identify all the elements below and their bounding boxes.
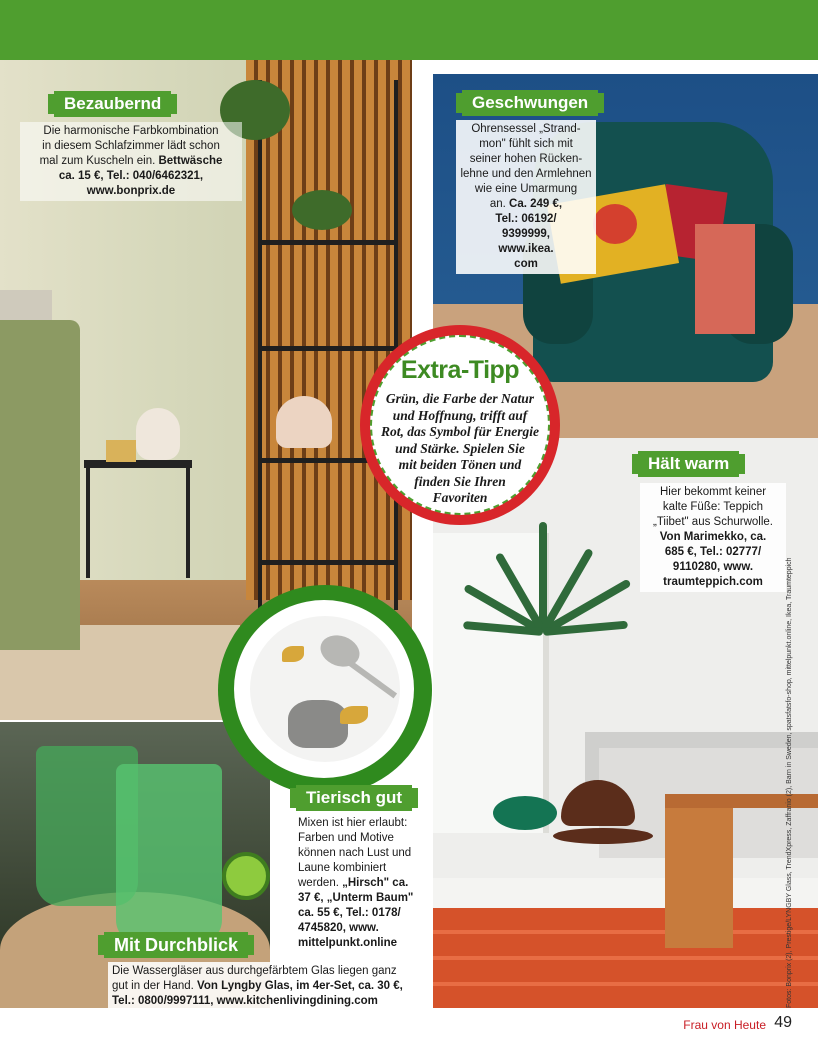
- text-line: Farben und Motive: [298, 832, 394, 844]
- bed: [0, 320, 80, 650]
- lime-slice: [222, 852, 270, 900]
- side-table: [84, 460, 192, 468]
- label-mit-durchblick: Mit Durchblick: [104, 932, 248, 958]
- text-line: Mixen ist hier erlaubt:: [298, 817, 408, 829]
- label-haelt-warm: Hält warm: [638, 451, 739, 477]
- vase: [136, 408, 180, 460]
- text-line: Favoriten: [432, 490, 488, 505]
- window: [433, 533, 549, 833]
- text-line: Hier bekommt keiner: [659, 486, 767, 498]
- shell-vase: [276, 396, 332, 448]
- text-line: Tel.: 0800/9997111, www.kitchenlivingdining.com: [112, 995, 378, 1007]
- text-line: Die harmonische Farbkombination: [43, 125, 219, 137]
- wooden-slat-wall: [246, 60, 412, 600]
- photo-credits: [786, 557, 804, 1008]
- text-bold: Von Lyngby Glas, im 4er-Set, ca. 30 €,: [197, 980, 403, 992]
- leaf-motif: [282, 646, 304, 662]
- text-line: „Tiibet" aus Schurwolle.: [653, 516, 773, 528]
- table-leg: [186, 468, 190, 578]
- text-line: mittelpunkt.online: [298, 937, 398, 949]
- text-line: com: [514, 258, 538, 270]
- shelf-board: [258, 560, 398, 565]
- shelf-board: [258, 346, 398, 351]
- chair-seat: [553, 828, 653, 844]
- top-color-bar: [0, 0, 818, 60]
- text-haelt-warm: [640, 483, 786, 592]
- text-span: werden.: [298, 877, 343, 889]
- extra-tipp-title: Extra-Tipp: [400, 356, 520, 384]
- text-span: an.: [489, 198, 510, 210]
- text-span: gut in der Hand.: [112, 980, 198, 992]
- text-line: traumteppich.com: [663, 576, 763, 588]
- text-line: www.bonprix.de: [86, 185, 176, 197]
- text-line: Tel.: 06192/: [495, 213, 557, 225]
- text-line: 4745820, www.: [298, 922, 379, 934]
- label-bezaubernd: Bezaubernd: [54, 91, 171, 117]
- text-line: Ohrensessel „Strand-: [471, 123, 581, 135]
- text-line: wie eine Umarmung: [474, 183, 578, 195]
- pillow-flower: [593, 204, 637, 244]
- label-geschwungen: Geschwungen: [462, 90, 598, 116]
- page-number: 49: [774, 1014, 792, 1031]
- throw-blanket: [695, 224, 755, 334]
- table-leg: [86, 468, 90, 578]
- text-bold: Ca. 249 €,: [509, 198, 563, 210]
- magazine-name: Frau von Heute: [683, 1018, 766, 1032]
- shelf-post: [258, 80, 262, 610]
- text-line: kalte Füße: Teppich: [662, 501, 764, 513]
- text-line: www.ikea.: [498, 243, 554, 255]
- text-line: und Hoffnung, trifft auf: [392, 407, 528, 423]
- text-line: 9399999,: [502, 228, 550, 240]
- text-line: ca. 55 €, Tel.: 0178/: [298, 907, 401, 919]
- text-bezaubernd: [20, 122, 242, 201]
- potted-plant: [292, 190, 352, 230]
- shelf-post: [394, 80, 398, 610]
- text-line: mon" fühlt sich mit: [479, 138, 573, 150]
- text-line: [456, 197, 596, 212]
- text-bold: Bettwäsche: [158, 155, 223, 167]
- striped-rug: [433, 908, 818, 1008]
- text-line: Laune kombiniert: [298, 862, 387, 874]
- text-line: können nach Lust und: [298, 847, 412, 859]
- text-span: mal zum Kuscheln ein.: [39, 155, 159, 167]
- photo-credits-text: Fotos: Bonprix (2), Prestige/LYNGBY Glass, TrendXpress, Zaffranio (2), Barn in Sweden, spatsfatsfo-shop, mittelpunkt.online, Ikea, Traumteppich: [786, 557, 793, 1008]
- leaf-motif: [340, 706, 368, 724]
- shelf-board: [258, 240, 398, 245]
- text-line: 37 €, „Unterm Baum": [298, 892, 414, 904]
- text-line: [20, 154, 242, 169]
- green-glass: [116, 764, 222, 944]
- text-line: Grün, die Farbe der Natur: [385, 391, 535, 406]
- text-line: finden Sie Ihren: [414, 473, 506, 489]
- text-line: 685 €, Tel.: 02777/: [664, 546, 762, 558]
- text-geschwungen: [456, 120, 596, 274]
- green-stool: [493, 796, 557, 830]
- text-mit-durchblick: [108, 962, 416, 1011]
- text-line: 9110280, www.: [672, 561, 754, 573]
- text-line: [112, 979, 412, 994]
- text-line: und Stärke. Spielen Sie: [395, 440, 525, 456]
- text-line: in diesem Schlafzimmer lädt schon: [42, 140, 220, 152]
- deer-motif: [288, 700, 348, 748]
- text-bold: „Hirsch" ca.: [342, 877, 409, 889]
- label-tierisch-gut: Tierisch gut: [296, 785, 412, 811]
- text-line: lehne und den Armlehnen: [460, 168, 592, 180]
- text-line: Rot, das Symbol für Energie: [381, 424, 539, 439]
- text-line: ca. 15 €, Tel.: 040/6462321,: [58, 170, 204, 182]
- text-line: seiner hohen Rücken-: [469, 153, 583, 165]
- text-line: [298, 876, 432, 891]
- table-base: [665, 808, 733, 948]
- text-tierisch-gut: [290, 814, 432, 953]
- palm-leaf: [539, 522, 547, 632]
- text-line: Von Marimekko, ca.: [659, 531, 767, 543]
- clock: [106, 440, 136, 462]
- text-line: Die Wassergläser aus durchgefärbtem Glas liegen ganz: [112, 965, 397, 977]
- text-line: mit beiden Tönen und: [398, 457, 522, 472]
- extra-tipp-text: [372, 391, 548, 507]
